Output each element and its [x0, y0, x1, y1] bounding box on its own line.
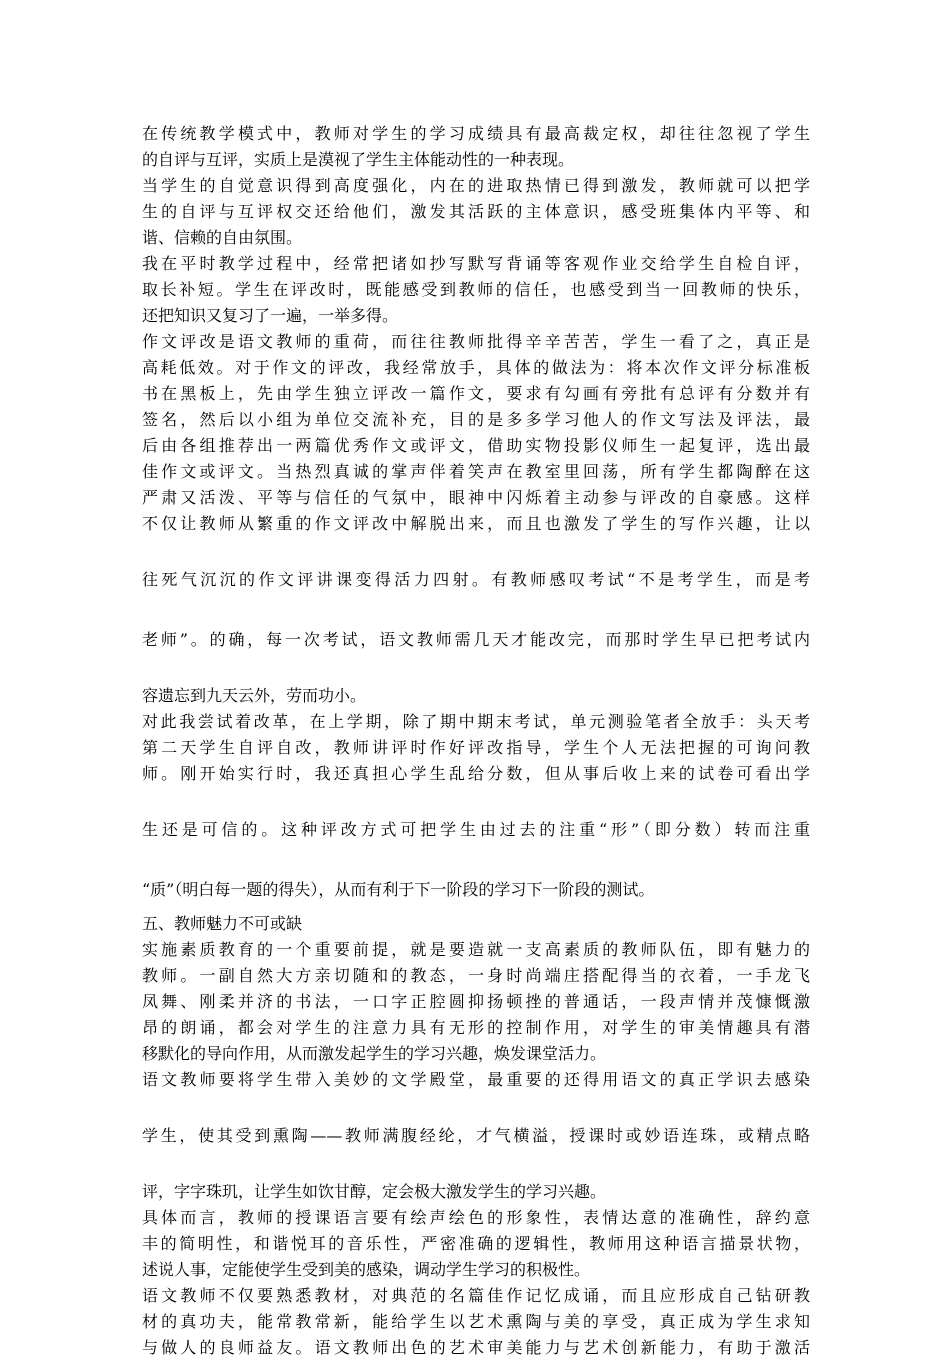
text-line: 材的真功夫，能常教常新，能给学生以艺术熏陶与美的享受，真正成为学生求知 [142, 1312, 810, 1331]
text-line: 佳作文或评文。当热烈真诚的掌声伴着笑声在教室里回荡，所有学生都陶醉在这 [142, 462, 810, 481]
text-line: 生的自评与互评权交还给他们，激发其活跃的主体意识，感受班集体内平等、和 [142, 202, 810, 221]
text-line: 在传统教学模式中，教师对学生的学习成绩具有最高裁定权，却往往忽视了学生 [142, 124, 810, 143]
section-heading: 五、教师魅力不可或缺 [142, 914, 303, 933]
text-line: 不仅让教师从繁重的作文评改中解脱出来，而且也激发了学生的写作兴趣，让以 [142, 514, 810, 533]
text-line: 移默化的导向作用，从而激发起学生的学习兴趣，焕发课堂活力。 [142, 1044, 607, 1063]
text-line: 实施素质教育的一个重要前提，就是要造就一支高素质的教师队伍，即有魅力的 [142, 940, 810, 959]
text-line: 还把知识又复习了一遍，一举多得。 [142, 306, 399, 325]
text-line: 往死气沉沉的作文评讲课变得活力四射。有教师感叹考试“不是考学生，而是考 [142, 570, 810, 589]
text-line: 容遗忘到九天云外，劳而功小。 [142, 686, 367, 705]
text-line: 学生，使其受到熏陶——教师满腹经纶，才气横溢，授课时或妙语连珠，或精点略 [142, 1126, 810, 1145]
text-line: 凤舞、刚柔并济的书法，一口字正腔圆抑扬顿挫的普通话，一段声情并茂慷慨激 [142, 992, 810, 1011]
text-line: 述说人事，定能使学生受到美的感染，调动学生学习的积极性。 [142, 1260, 591, 1279]
text-line: 语文教师不仅要熟悉教材，对典范的名篇佳作记忆成诵，而且应形成自己钻研教 [142, 1286, 810, 1305]
text-line: 评，字字珠玑，让学生如饮甘醇，定会极大激发学生的学习兴趣。 [142, 1182, 607, 1201]
text-line: 第二天学生自评自改，教师讲评时作好评改指导，学生个人无法把握的可询问教 [142, 738, 810, 757]
text-line: 谐、信赖的自由氛围。 [142, 228, 303, 247]
text-line: 严肃又活泼、平等与信任的气氛中，眼神中闪烁着主动参与评改的自豪感。这样 [142, 488, 810, 507]
text-line: 签名，然后以小组为单位交流补充，目的是多多学习他人的作文写法及评法，最 [142, 410, 810, 429]
text-line: 昂的朗诵，都会对学生的注意力具有无形的控制作用，对学生的审美情趣具有潜 [142, 1018, 810, 1037]
text-line: 生还是可信的。这种评改方式可把学生由过去的注重“形”（即分数）转而注重 [142, 820, 810, 839]
text-line: 书在黑板上，先由学生独立评改一篇作文，要求有勾画有旁批有总评有分数并有 [142, 384, 810, 403]
text-line: 我在平时教学过程中，经常把诸如抄写默写背诵等客观作业交给学生自检自评， [142, 254, 810, 273]
document-body [142, 121, 810, 1361]
text-line: 具体而言，教师的授课语言要有绘声绘色的形象性，表情达意的准确性，辞约意 [142, 1208, 810, 1227]
text-line: 丰的简明性，和谐悦耳的音乐性，严密准确的逻辑性，教师用这种语言描景状物， [142, 1234, 810, 1253]
text-line: 与做人的良师益友。语文教师出色的艺术审美能力与艺术创新能力，有助于激活 [142, 1338, 810, 1357]
text-line: 取长补短。学生在评改时，既能感受到教师的信任，也感受到当一回教师的快乐， [142, 280, 810, 299]
text-line: 对此我尝试着改革，在上学期，除了期中期末考试，单元测验笔者全放手：头天考 [142, 712, 810, 731]
text-line: 教师。一副自然大方亲切随和的教态，一身时尚端庄搭配得当的衣着，一手龙飞 [142, 966, 810, 985]
text-line: 作文评改是语文教师的重荷，而往往教师批得辛辛苦苦，学生一看了之，真正是 [142, 332, 810, 351]
text-line: 语文教师要将学生带入美妙的文学殿堂，最重要的还得用语文的真正学识去感染 [142, 1070, 810, 1089]
text-line: 后由各组推荐出一两篇优秀作文或评文，借助实物投影仪师生一起复评，选出最 [142, 436, 810, 455]
text-line: 当学生的自觉意识得到高度强化，内在的进取热情已得到激发，教师就可以把学 [142, 176, 810, 195]
text-line: “质”（明白每一题的得失），从而有利于下一阶段的学习下一阶段的测试。 [142, 880, 655, 899]
text-line: 老师”。的确，每一次考试，语文教师需几天才能改完，而那时学生早已把考试内 [142, 630, 810, 649]
text-line: 高耗低效。对于作文的评改，我经常放手，具体的做法为：将本次作文评分标准板 [142, 358, 810, 377]
text-line: 的自评与互评，实质上是漠视了学生主体能动性的一种表现。 [142, 150, 575, 169]
text-line: 师。刚开始实行时，我还真担心学生乱给分数，但从事后收上来的试卷可看出学 [142, 764, 810, 783]
